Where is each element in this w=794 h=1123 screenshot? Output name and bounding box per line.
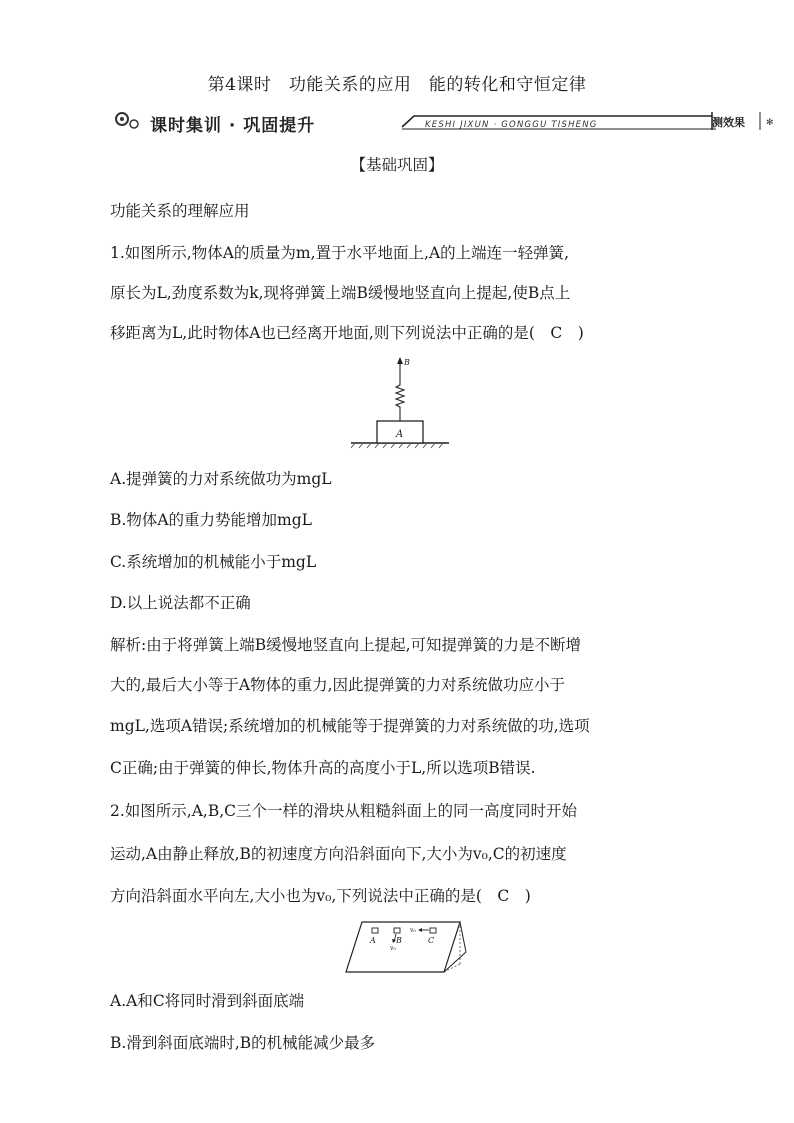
q1-option-d: D.以上说法都不正确: [110, 594, 251, 612]
q2-line-3: 方向沿斜面水平向左,大小也为v₀,下列说法中正确的是( C ): [110, 887, 531, 905]
incline-surface: [346, 922, 460, 972]
q1-option-b: B.物体A的重力势能增加mgL: [110, 511, 312, 529]
up-arrow-icon: [397, 357, 403, 364]
spring-block-figure: [345, 355, 455, 451]
label-c: C: [428, 936, 435, 945]
block-label: A: [396, 429, 404, 440]
q1-line-3: 移距离为L,此时物体A也已经离开地面,则下列说法中正确的是( C ): [110, 324, 584, 342]
svg-text:✻: ✻: [766, 118, 774, 128]
banner-pinyin: KESHI JIXUN · GONGGU TISHENG: [425, 120, 598, 130]
page-title: 第4课时 功能关系的应用 能的转化和守恒定律: [207, 75, 587, 95]
topic-heading: 功能关系的理解应用: [110, 202, 250, 220]
q2-option-b: B.滑到斜面底端时,B的机械能减少最多: [110, 1034, 376, 1052]
q1-analysis-2: 大的,最后大小等于A物体的重力,因此提弹簧的力对系统做功应小于: [110, 676, 566, 694]
label-b: B: [396, 936, 402, 945]
q2-line-2: 运动,A由静止释放,B的初速度方向沿斜面向下,大小为v₀,C的初速度: [110, 845, 567, 863]
slider-a: [372, 928, 378, 933]
q1-analysis-1: 解析:由于将弹簧上端B缓慢地竖直向上提起,可知提弹簧的力是不断增: [110, 636, 582, 654]
q2-line-1: 2.如图所示,A,B,C三个一样的滑块从粗糙斜面上的同一高度同时开始: [110, 802, 578, 820]
q1-analysis-4: C正确;由于弹簧的伸长,物体升高的高度小于L,所以选项B错误.: [110, 759, 536, 777]
q2-option-a: A.A和C将同时滑到斜面底端: [110, 992, 305, 1010]
q1-option-a: A.提弹簧的力对系统做功为mgL: [110, 470, 332, 488]
banner-tag: 测效果: [712, 116, 745, 129]
spring: [396, 363, 404, 421]
q1-analysis-3: mgL,选项A错误;系统增加的机械能等于提弹簧的力对系统做的功,选项: [110, 717, 590, 735]
label-v0-b: v₀: [390, 945, 396, 952]
banner-label: 课时集训 · 巩固提升: [150, 116, 316, 136]
q1-line-1: 1.如图所示,物体A的质量为m,置于水平地面上,A的上端连一轻弹簧,: [110, 244, 570, 262]
q1-line-2: 原长为L,劲度系数为k,现将弹簧上端B缓慢地竖直向上提起,使B点上: [110, 284, 571, 302]
q1-option-c: C.系统增加的机械能小于mgL: [110, 553, 317, 571]
incline-figure: [340, 918, 470, 978]
point-b-label: B: [404, 358, 410, 367]
section-heading: 【基础巩固】: [350, 156, 444, 174]
slider-b: [394, 928, 400, 933]
label-v0-c: v₀: [410, 927, 416, 934]
slider-c: [430, 928, 436, 933]
label-a: A: [370, 936, 376, 945]
